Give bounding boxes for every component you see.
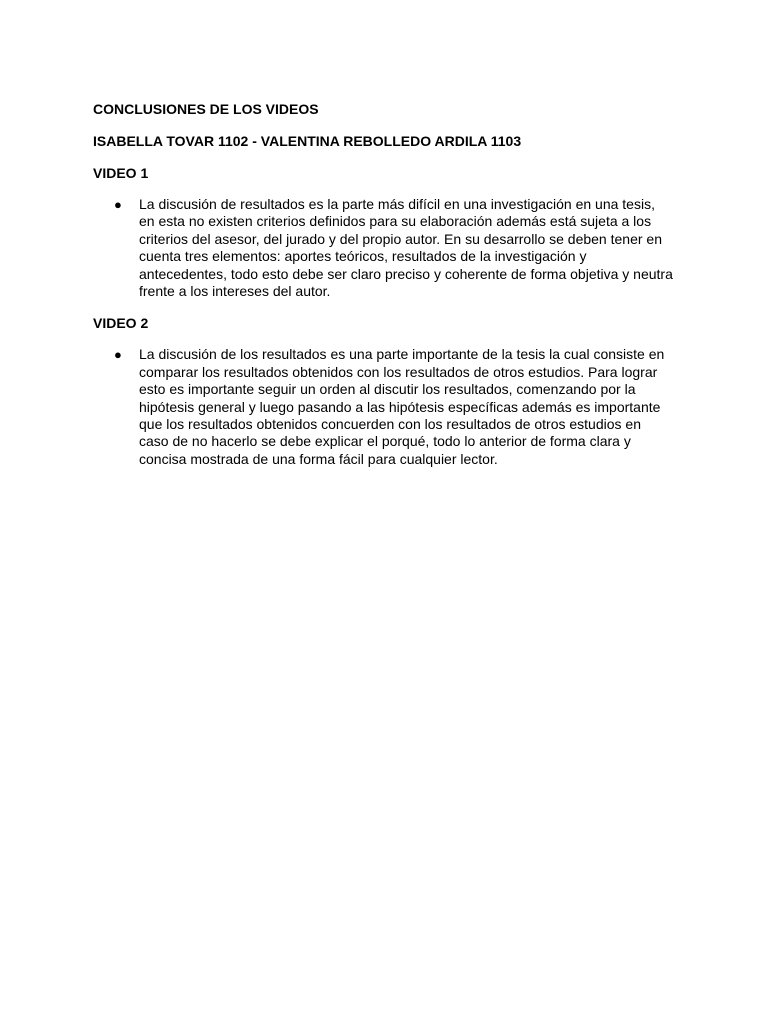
list-item bbox=[93, 196, 673, 300]
list-item-text: La discusión de resultados es la parte más difícil en una investigación en una tesis, en esta no existen criterios definidos para su elaboración además está sujeta a los criterios del asesor, del jurado y del propio autor. En su desarrollo se deben tener en cuenta tres elementos: aportes teóricos, resultados de la investigación y antecedentes, todo esto debe ser claro preciso y coherente de forma objetiva y neutra frente a los intereses del autor. bbox=[139, 196, 673, 300]
list-item-text: La discusión de los resultados es una parte importante de la tesis la cual consiste en comparar los resultados obtenidos con los resultados de otros estudios. Para lograr esto es importante seguir un orden al discutir los resultados, comenzando por la hipótesis general y luego pasando a las hipótesis específicas además es importante que los resultados obtenidos concuerden con los resultados de otros estudios en caso de no hacerlo se debe explicar el porqué, todo lo anterior de forma clara y concisa mostrada de una forma fácil para cualquier lector. bbox=[139, 346, 665, 467]
section-video-2 bbox=[93, 314, 673, 468]
bullet-list bbox=[93, 346, 673, 468]
section-heading: VIDEO 1 bbox=[93, 165, 149, 181]
bullet-list bbox=[93, 196, 673, 300]
section-video-1 bbox=[93, 164, 673, 300]
document-title: CONCLUSIONES DE LOS VIDEOS bbox=[93, 101, 319, 117]
section-heading: VIDEO 2 bbox=[93, 315, 149, 332]
bullet-icon: ● bbox=[114, 197, 122, 212]
document-page bbox=[93, 100, 673, 482]
document-authors: ISABELLA TOVAR 1102 - VALENTINA REBOLLEDO ARDILA 1103 bbox=[93, 133, 522, 149]
list-item bbox=[93, 346, 673, 468]
bullet-icon: ● bbox=[114, 347, 122, 363]
